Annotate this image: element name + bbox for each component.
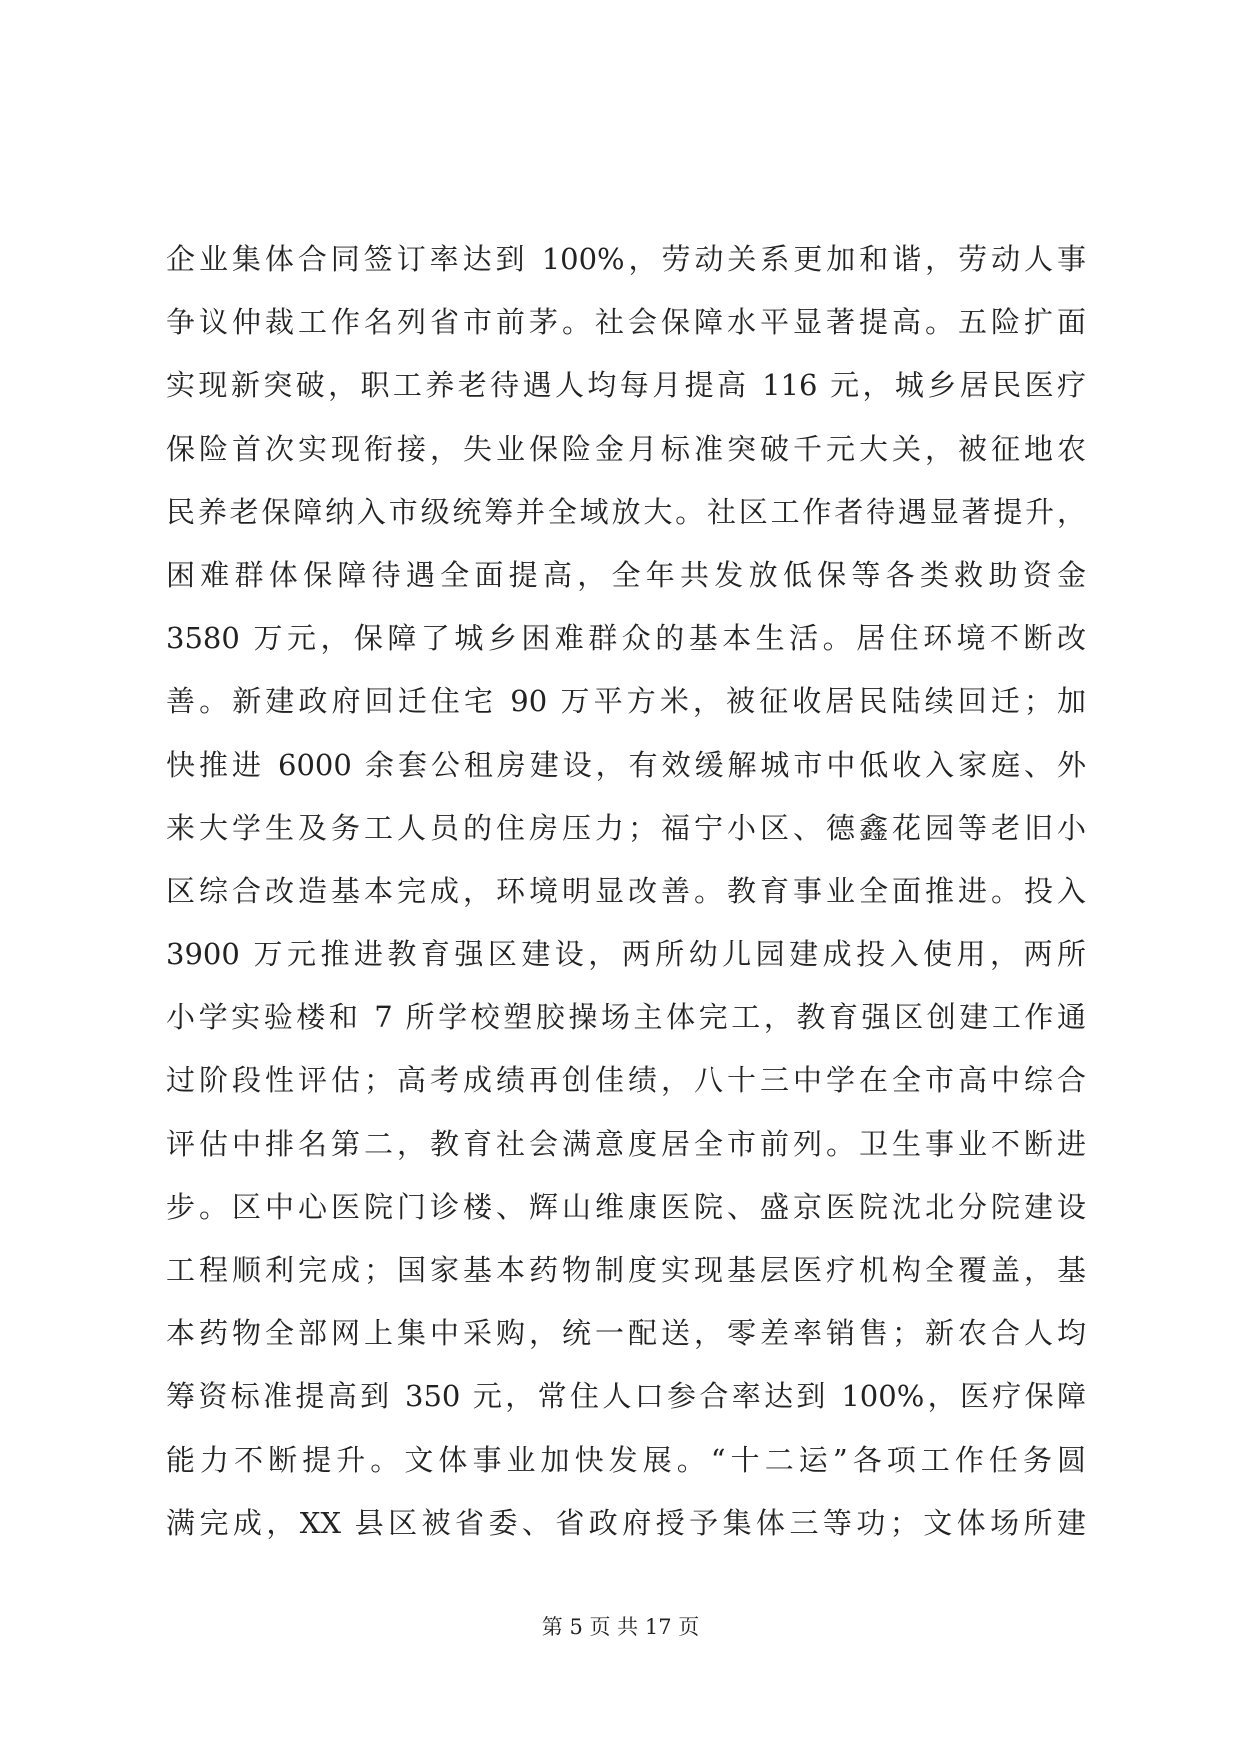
text-line: 企业集体合同签订率达到 100%，劳动关系更加和谐，劳动人事	[166, 242, 1086, 276]
text-line: 善。新建政府回迁住宅 90 万平方米，被征收居民陆续回迁；加	[166, 684, 1086, 719]
text-line: 民养老保障纳入市级统筹并全域放大。社区工作者待遇显著提升，	[166, 494, 1086, 529]
text-line: 困难群体保障待遇全面提高，全年共发放低保等各类救助资金	[166, 557, 1086, 592]
text-line: 小学实验楼和 7 所学校塑胶操场主体完工，教育强区创建工作通	[166, 1000, 1086, 1035]
text-line: 本药物全部网上集中采购，统一配送，零差率销售；新农合人均	[166, 1316, 1086, 1351]
text-line: 满完成，XX 县区被省委、省政府授予集体三等功；文体场所建	[166, 1505, 1086, 1540]
text-line: 争议仲裁工作名列省市前茅。社会保障水平显著提高。五险扩面	[166, 305, 1086, 340]
text-line: 区综合改造基本完成，环境明显改善。教育事业全面推进。投入	[166, 873, 1086, 908]
body-text	[166, 228, 1086, 1555]
text-line: 实现新突破，职工养老待遇人均每月提高 116 元，城乡居民医疗	[166, 368, 1086, 403]
text-line: 保险首次实现衔接，失业保险金月标准突破千元大关，被征地农	[166, 431, 1086, 466]
text-line: 步。区中心医院门诊楼、辉山维康医院、盛京医院沈北分院建设	[166, 1189, 1086, 1224]
text-line: 3580 万元，保障了城乡困难群众的基本生活。居住环境不断改	[166, 621, 1086, 656]
text-line: 来大学生及务工人员的住房压力；福宁小区、德鑫花园等老旧小	[166, 810, 1086, 845]
text-line: 能力不断提升。文体事业加快发展。“十二运”各项工作任务圆	[166, 1442, 1086, 1477]
text-line: 筹资标准提高到 350 元，常住人口参合率达到 100%，医疗保障	[166, 1379, 1086, 1414]
text-line: 快推进 6000 余套公租房建设，有效缓解城市中低收入家庭、外	[166, 747, 1086, 782]
text-line: 过阶段性评估；高考成绩再创佳绩，八十三中学在全市高中综合	[166, 1063, 1086, 1098]
page-footer: 第 5 页 共 17 页	[541, 1615, 700, 1639]
text-line: 3900 万元推进教育强区建设，两所幼儿园建成投入使用，两所	[166, 937, 1086, 972]
text-line: 评估中排名第二，教育社会满意度居全市前列。卫生事业不断进	[166, 1126, 1086, 1161]
text-line: 工程顺利完成；国家基本药物制度实现基层医疗机构全覆盖，基	[166, 1253, 1086, 1287]
